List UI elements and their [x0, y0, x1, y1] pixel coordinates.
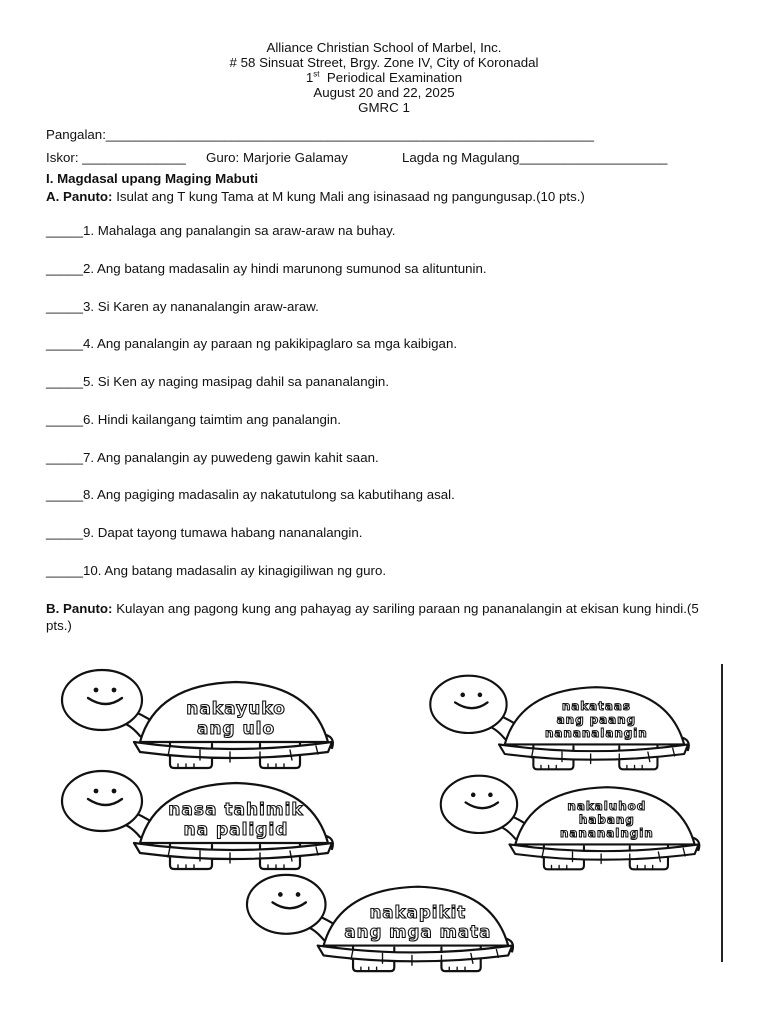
parent-signature-line[interactable]: Lagda ng Magulang____________________	[402, 150, 668, 165]
section-title: I. Magdasal upang Maging Mabuti	[46, 171, 259, 186]
part-b-text: Kulayan ang pagong kung ang pahayag ay sariling paraan ng pananalangin at ekisan kung hindi.(5 pts.)	[46, 601, 699, 633]
question-item-4[interactable]: _____4. Ang panalangin ay paraan ng pakikipaglaro sa mga kaibigan.	[46, 336, 458, 351]
turtle-3[interactable]	[50, 765, 350, 875]
part-a-instructions	[46, 189, 585, 204]
school-address: # 58 Sinsuat Street, Brgy. Zone IV, City of Koronadal	[229, 55, 539, 70]
turtle-head	[441, 776, 517, 833]
turtle-label-line: nakataas	[561, 699, 631, 714]
exam-subject: GMRC 1	[358, 100, 410, 115]
turtle-4[interactable]	[425, 770, 720, 875]
question-item-8[interactable]: _____8. Ang pagiging madasalin ay nakatutulong sa kabutihang asal.	[46, 487, 455, 502]
turtle-head	[62, 670, 142, 730]
part-b-label: B. Panuto:	[46, 601, 113, 616]
turtle-2[interactable]	[412, 670, 712, 775]
question-item-5[interactable]: _____5. Si Ken ay naging masipag dahil sa pananalangin.	[46, 374, 390, 389]
turtle-label-line: nananalngin	[559, 825, 654, 840]
exam-title-rest: Periodical Examination	[326, 70, 463, 85]
exam-title	[0, 70, 768, 85]
exam-ordinal: 1	[305, 70, 314, 85]
turtle-label-line: nasa tahimik	[168, 800, 304, 820]
part-b-instructions	[46, 600, 726, 634]
turtle-label-line: na paligid	[183, 820, 289, 840]
exam-header	[0, 40, 768, 115]
question-item-3[interactable]: _____3. Si Karen ay nananalangin araw-araw.	[46, 299, 319, 314]
score-line[interactable]: Iskor: ______________	[46, 150, 186, 165]
question-item-10[interactable]: _____10. Ang batang madasalin ay kinagigiliwan ng guro.	[46, 563, 387, 578]
turtle-head	[247, 875, 326, 934]
turtle-label-line: ang ulo	[196, 719, 276, 739]
turtle-label-line: nakapikit	[369, 903, 467, 923]
exam-ordinal-suffix: st	[313, 69, 320, 79]
question-item-2[interactable]: _____2. Ang batang madasalin ay hindi marunong sumunod sa alituntunin.	[46, 261, 487, 276]
exam-date: August 20 and 22, 2025	[313, 85, 455, 100]
school-name: Alliance Christian School of Marbel, Inc.	[266, 40, 502, 55]
question-item-6[interactable]: _____6. Hindi kailangang taimtim ang panalangin.	[46, 412, 341, 427]
turtle-label-line: habang	[578, 812, 635, 827]
turtle-head	[430, 676, 506, 733]
part-a-text: Isulat ang T kung Tama at M kung Mali ang isinasaad ng pangungusap.(10 pts.)	[116, 189, 585, 204]
turtle-label-line: nakayuko	[186, 699, 286, 719]
page-edge-line	[721, 664, 723, 962]
turtle-label-line: ang mga mata	[344, 922, 492, 942]
question-item-1[interactable]: _____1. Mahalaga ang panalangin sa araw-araw na buhay.	[46, 223, 396, 238]
question-item-9[interactable]: _____9. Dapat tayong tumawa habang nananalangin.	[46, 525, 363, 540]
question-item-7[interactable]: _____7. Ang panalangin ay puwedeng gawin kahit saan.	[46, 450, 379, 465]
turtle-label-line: ang paang	[556, 712, 637, 727]
turtle-5[interactable]	[245, 868, 520, 978]
part-a-label: A. Panuto:	[46, 189, 113, 204]
name-line[interactable]: Pangalan:__________________________________________________________________	[46, 127, 594, 142]
turtle-label-line: nakaluhod	[567, 799, 647, 814]
turtle-1[interactable]	[60, 664, 340, 774]
teacher-name: Guro: Marjorie Galamay	[206, 150, 348, 165]
turtle-head	[62, 771, 142, 831]
turtle-label-line: nananalangin	[544, 725, 648, 740]
